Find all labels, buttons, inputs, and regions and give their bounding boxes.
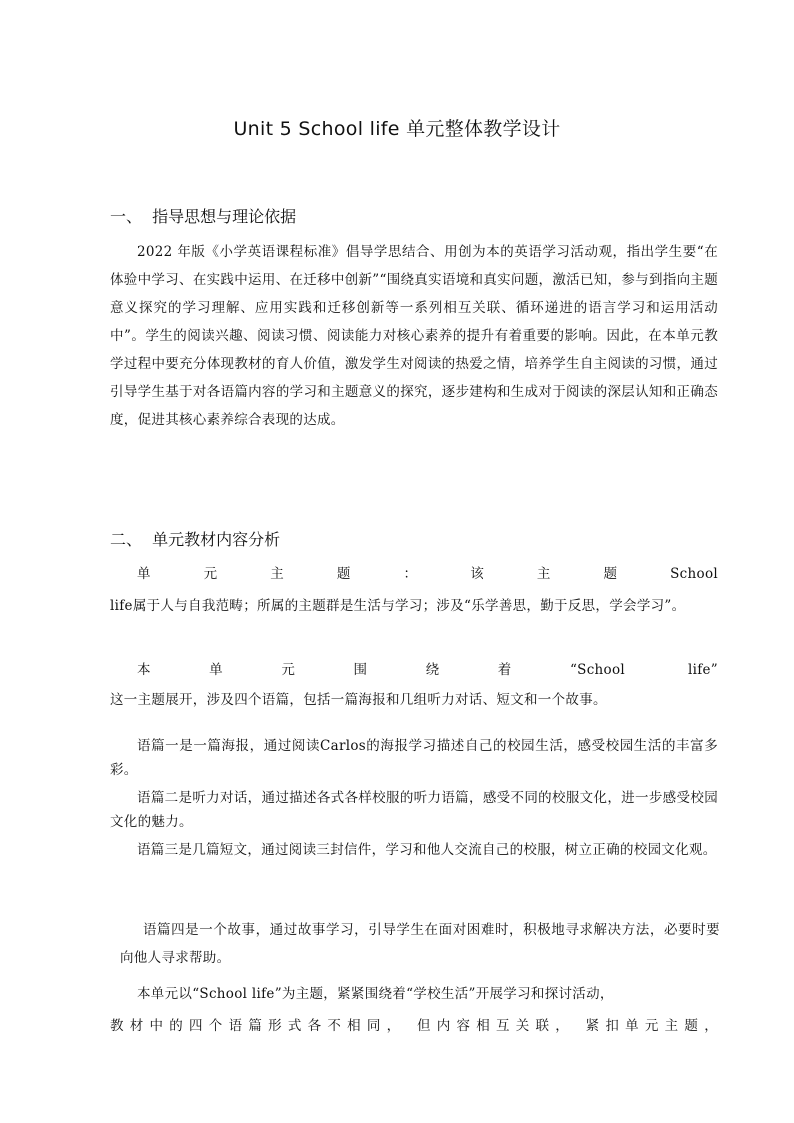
text-two-paragraph: 语篇二是听力对话，通过描述各式各样校服的听力语篇，感受不同的校服文化，进一步感受校园文化的魅力。 [110, 790, 718, 830]
paragraph-guiding-ideas: 2022 年版《小学英语课程标准》倡导学思结合、用创为本的英语学习活动观，指出学生要“在体验中学习、在实践中运用、在迁移中创新”“围绕真实语境和真实问题，激活已知，参与到指向主题意义探究的学习理解、应用实践和迁移创新等一系列相互关联、循环递进的语言学习和运用活动中”。学生的阅读兴趣、阅读习惯、阅读能力对核心素养的提升有着重要的影响。因此，在本单元教学过程中要充分体现教材的育人价值，激发学生对阅读的热爱之情，培养学生自主阅读的习惯，通过引导学生基于对各语篇内容的学习和主题意义的探究，逐步建构和生成对于阅读的深层认知和正确态度，促进其核心素养综合表现的达成。 [110, 244, 718, 428]
summary-line-1: 本单元以“School life”为主题，紧紧围绕着“学校生活”开展学习和探讨活动， [137, 986, 614, 1002]
unit-theme-line-1: 单元主题：该主题School [137, 566, 718, 582]
unit-around-line-2: 这一主题展开，涉及四个语篇，包括一篇海报和几组听力对话、短文和一个故事。 [110, 692, 607, 708]
text-three-paragraph: 语篇三是几篇短文，通过阅读三封信件，学习和他人交流自己的校服，树立正确的校园文化观。 [137, 842, 717, 858]
text-one-paragraph: 语篇一是一篇海报，通过阅读Carlos的海报学习描述自己的校园生活，感受校园生活的丰富多彩。 [110, 738, 718, 778]
unit-around-line-1: 本单元围绕着“School life” [137, 662, 718, 678]
unit-theme-line-2: life属于人与自我范畴；所属的主题群是生活与学习；涉及“乐学善思，勤于反思，学会学习”。 [110, 598, 686, 614]
section-heading-content-analysis: 二、 单元教材内容分析 [110, 530, 281, 549]
section-heading-guiding-ideas: 一、 指导思想与理论依据 [110, 207, 297, 226]
page-title: Unit 5 School life 单元整体教学设计 [233, 118, 561, 140]
text-four-paragraph: 语篇四是一个故事，通过故事学习，引导学生在面对困难时，积极地寻求解决方法，必要时要向他人寻求帮助。 [120, 922, 720, 966]
summary-line-2: 教材中的四个语篇形式各不相同， 但内容相互关联， 紧扣单元主题， [110, 1018, 718, 1034]
